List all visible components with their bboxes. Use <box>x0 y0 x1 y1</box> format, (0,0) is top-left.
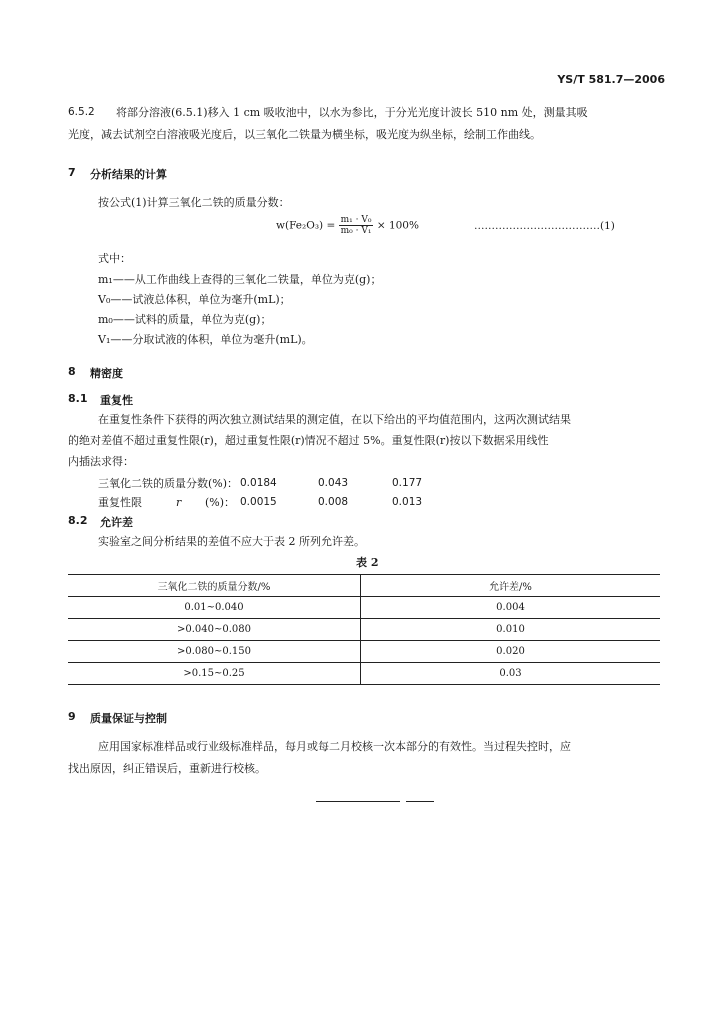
table-row <box>68 641 660 663</box>
section-81-title: 重复性 <box>100 394 133 407</box>
section-652-number: 6.5.2 <box>68 106 95 118</box>
formula <box>276 215 419 236</box>
table-cell-tolerance: 0.010 <box>361 619 661 641</box>
section-82-number: 8.2 <box>68 514 88 527</box>
table-cell-tolerance: 0.03 <box>361 663 661 685</box>
table-row <box>68 663 660 685</box>
formula-fraction <box>339 215 374 236</box>
repeat-row1-v2: 0.043 <box>318 477 349 489</box>
table-cell-content: >0.080~0.150 <box>68 641 361 663</box>
section-81-para-line3: 内插法求得： <box>68 455 134 468</box>
table-cell-content: 0.01~0.040 <box>68 597 361 619</box>
repeat-row1-v3: 0.177 <box>392 477 423 489</box>
tolerance-table <box>68 574 660 685</box>
repeat-row2-symbol: r <box>176 496 182 509</box>
section-81-number: 8.1 <box>68 392 88 405</box>
table-cell-tolerance: 0.020 <box>361 641 661 663</box>
table-header-row <box>68 575 660 597</box>
repeat-row2-label: 重复性限 <box>98 496 142 509</box>
section-9-line2: 找出原因，纠正错误后，重新进行校核。 <box>68 762 266 775</box>
repeat-row2-unit: (%)： <box>205 496 236 509</box>
table-cell-content: >0.15~0.25 <box>68 663 361 685</box>
def-m0: m₀——试料的质量，单位为克(g)； <box>98 313 272 326</box>
section-82-title: 允许差 <box>100 516 133 529</box>
section-81-para-line1: 在重复性条件下获得的两次独立测试结果的测定值，在以下给出的平均值范围内，这两次测试结果 <box>98 413 571 426</box>
formula-numerator: m₁ · V₀ <box>340 215 372 225</box>
table-2-caption: 表 2 <box>356 556 379 569</box>
formula-denominator: m₀ · V₁ <box>340 226 372 236</box>
section-9-number: 9 <box>68 710 76 723</box>
section-7-title: 分析结果的计算 <box>90 168 167 181</box>
formula-tail: × 100% <box>376 219 419 232</box>
def-m1: m₁——从工作曲线上查得的三氧化二铁量，单位为克(g)； <box>98 273 382 286</box>
table-row <box>68 597 660 619</box>
formula-label: ………………………………(1) <box>474 220 615 232</box>
section-652-line1: 将部分溶液(6.5.1)移入 1 cm 吸收池中，以水为参比，于分光光度计波长 510 nm 处，测量其吸 <box>116 106 588 119</box>
section-9-title: 质量保证与控制 <box>90 712 167 725</box>
formula-lhs: w(Fe₂O₃) = <box>276 219 336 232</box>
end-rule <box>316 801 400 802</box>
table-cell-tolerance: 0.004 <box>361 597 661 619</box>
table-header-tolerance: 允许差/% <box>361 575 661 597</box>
formula-intro: 按公式(1)计算三氧化二铁的质量分数： <box>98 196 290 209</box>
section-9-line1: 应用国家标准样品或行业级标准样品，每月或每二月校核一次本部分的有效性。当过程失控时，应 <box>98 740 571 753</box>
section-82-para: 实验室之间分析结果的差值不应大于表 2 所列允许差。 <box>98 535 365 548</box>
table-cell-content: >0.040~0.080 <box>68 619 361 641</box>
section-8-title: 精密度 <box>90 367 123 380</box>
def-v1: V₁——分取试液的体积，单位为毫升(mL)。 <box>98 333 313 346</box>
table-row <box>68 619 660 641</box>
table-header-content: 三氧化二铁的质量分数/% <box>68 575 361 597</box>
where-label: 式中： <box>98 252 131 265</box>
end-rule-tail <box>406 801 434 802</box>
section-7-number: 7 <box>68 166 76 179</box>
repeat-row2-v2: 0.008 <box>318 496 349 508</box>
standard-number: YS/T 581.7—2006 <box>557 73 665 86</box>
repeat-row2-v3: 0.013 <box>392 496 423 508</box>
section-652-line2: 光度，减去试剂空白溶液吸光度后，以三氧化二铁量为横坐标，吸光度为纵坐标，绘制工作曲线。 <box>68 128 541 141</box>
section-8-number: 8 <box>68 365 76 378</box>
repeat-row1-v1: 0.0184 <box>240 477 277 489</box>
repeat-row1-label: 三氧化二铁的质量分数(%)： <box>98 477 239 490</box>
def-v0: V₀——试液总体积，单位为毫升(mL)； <box>98 293 291 306</box>
section-81-para-line2: 的绝对差值不超过重复性限(r)，超过重复性限(r)情况不超过 5%。重复性限(r)按以下数据采用线性 <box>68 434 549 447</box>
repeat-row2-v1: 0.0015 <box>240 496 277 508</box>
